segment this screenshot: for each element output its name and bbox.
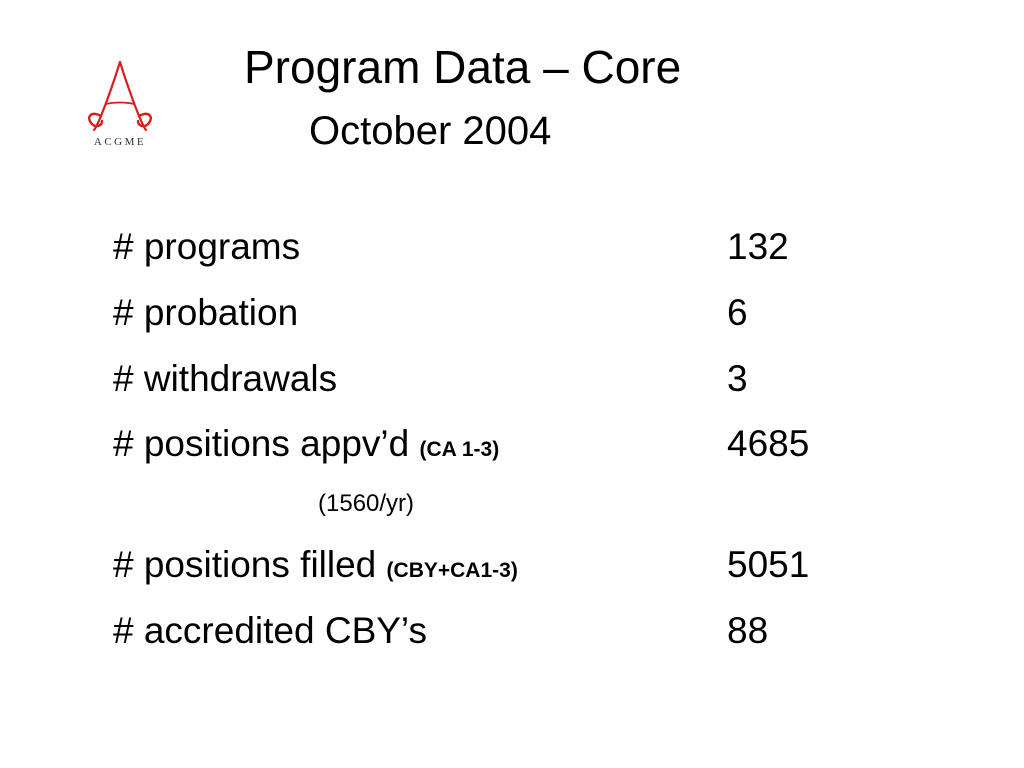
row-label: # probation: [113, 292, 299, 333]
row-programs-value: 132: [727, 226, 789, 267]
acgme-logo-icon: [78, 58, 162, 134]
row-probation-value: 6: [727, 292, 748, 333]
row-positions-filled-label: [113, 543, 518, 593]
row-accredited-cby-value: 88: [727, 610, 769, 651]
row-positions-filled-value: 5051: [727, 544, 810, 585]
row-withdrawals-label: [113, 357, 337, 401]
slide-subtitle: October 2004: [309, 109, 552, 153]
row-withdrawals-value: 3: [727, 358, 748, 399]
row-probation-label: [113, 291, 298, 335]
logo-text: ACGME: [93, 136, 147, 148]
row-label: # positions filled: [113, 544, 387, 585]
row-positions-approved-label: [113, 422, 499, 472]
positions-per-year-note: (1560/yr): [318, 490, 415, 517]
row-label: # programs: [113, 226, 301, 267]
row-accredited-cby-label: [113, 609, 427, 653]
row-positions-approved-value: 4685: [727, 423, 810, 464]
row-label: # accredited CBY’s: [113, 610, 427, 651]
row-label: # withdrawals: [113, 358, 338, 399]
row-programs-label: [113, 225, 300, 269]
row-label: # positions appv’d: [113, 423, 420, 464]
slide-title: Program Data – Core: [244, 41, 682, 93]
row-qualifier: (CA 1-3): [419, 438, 500, 461]
row-qualifier: (CBY+CA1-3): [386, 559, 518, 582]
acgme-logo: [78, 58, 162, 150]
